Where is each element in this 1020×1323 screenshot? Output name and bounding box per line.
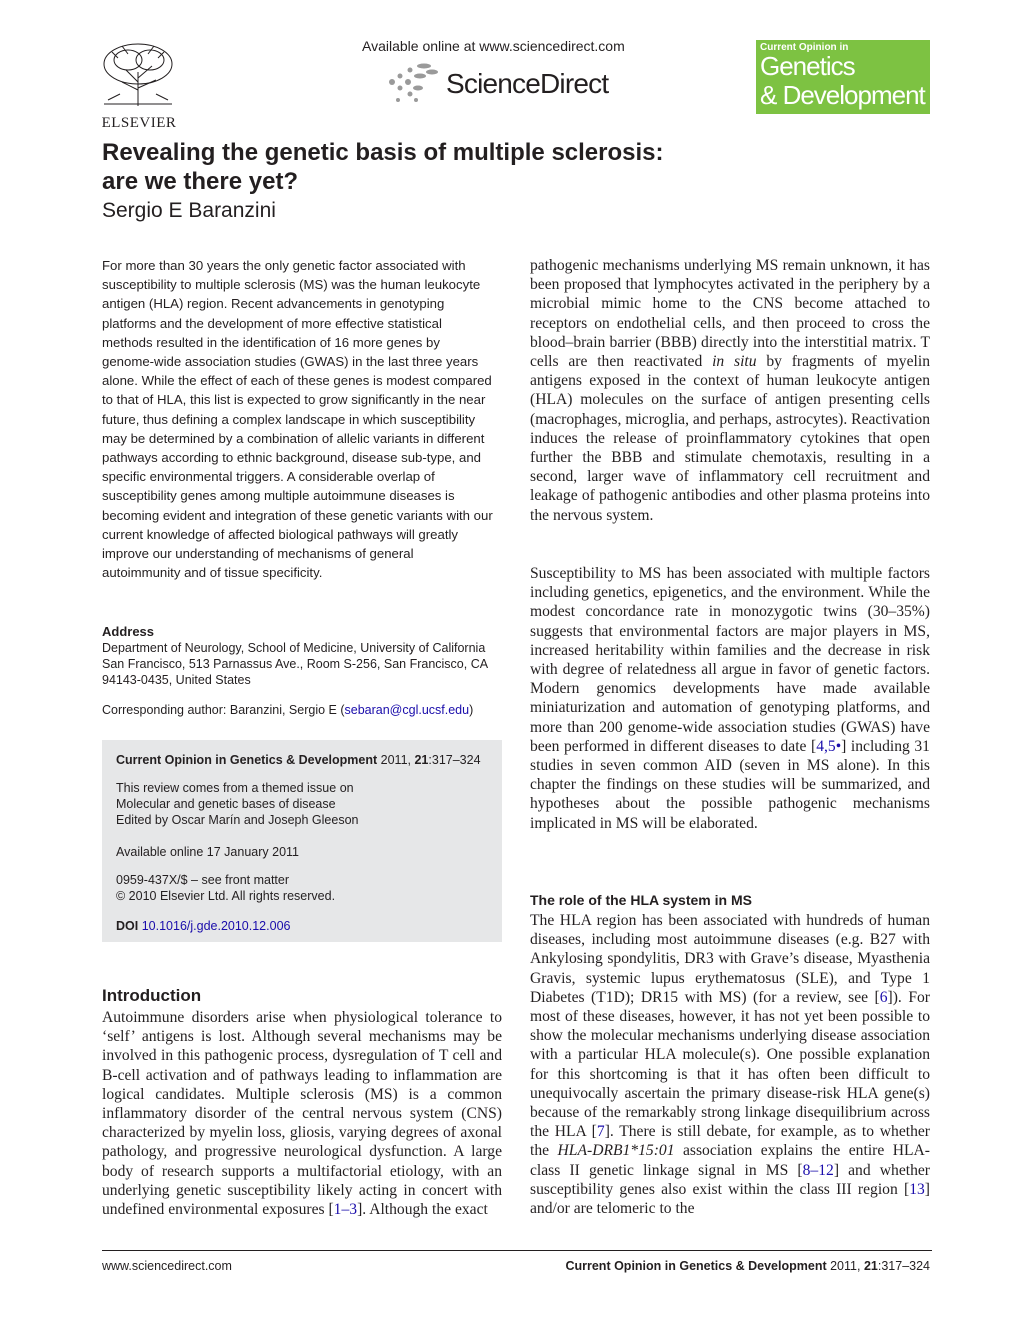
article-info-box: [102, 740, 502, 942]
section-heading-hla: The role of the HLA system in MS: [530, 892, 752, 908]
citation-line: [116, 752, 481, 768]
abstract: [102, 256, 494, 582]
footer-website[interactable]: www.sciencedirect.com: [102, 1259, 232, 1273]
sciencedirect-logo[interactable]: [384, 60, 624, 104]
elsevier-tree-icon: [98, 42, 178, 108]
body-text: ] including 31 studies in seven common AID (seven in MS alone). In this chapter the findings on these studies will be summarized, and hypotheses about the possible pathogenic mechanisms implicated in MS will be elaborated.: [530, 737, 930, 832]
footer-citation: [565, 1259, 930, 1273]
body-text: by fragments of myelin antigens exposed in the context of human leukocyte antigen (HLA) molecules on the surface of antigen presenting cells (macrophages, microglia, and perhaps, astrocytes). Reactivation induces the release of proinflammatory cytokines that open further the BBB and stimulate chemotaxis, resulting in a second, larger wave of inflammatory cell recruitment and leakage of pathogenic antibodies and other plasma proteins into the nervous system.: [530, 353, 930, 524]
citation-journal: Current Opinion in Genetics & Development: [116, 753, 378, 767]
body-text: Susceptibility to MS has been associated with multiple factors including genetics, epigenetics, and the environment. While the modest concordance rate in monozygotic twins (30–35%) suggests that environmental factors are major players in MS, increased heritability within families and the decrease in risk with degree of relatedness all argue in favor of genetic factors. Modern genomics developments have made available miniaturization and automation of genotyping platforms, and more than 200 genome-wide association studies (GWAS) have been performed in different diseases to date [: [530, 565, 930, 755]
body-paragraph-1: [530, 256, 930, 525]
journal-badge-line2: Genetics: [760, 51, 855, 81]
reference-link[interactable]: 7: [596, 1123, 605, 1141]
corresponding-prefix: Corresponding author: Baranzini, Sergio E (: [102, 703, 345, 717]
title-line-1: Revealing the genetic basis of multiple sclerosis:: [102, 139, 664, 166]
abstract-text: For more than 30 years the only genetic factor associated with susceptibility to multiple sclerosis (MS) was the human leukocyte antigen (HLA) region. Recent advancements in genotyping platforms and the development of more effective statistical methods resulted in the identification of 16 more genes by genome-wide association studies (GWAS) in the last three years alone. While the effect of each of these genes is modest compared to that of HLA, this list is expected to grow significantly in the near future, thus defining a complex landscape in which susceptibility may be determined by a combination of allelic variants in different pathways according to ethnic background, disease sub-type, and specific environmental triggers. A considerable overlap of susceptibility genes among multiple autoimmune diseases is becoming evident and integration of these genetic variants with our current knowledge of affected biological pathways will greatly improve our understanding of mechanisms of general autoimmunity and of tissue specificity.: [102, 258, 493, 581]
publisher-name: ELSEVIER: [101, 115, 177, 131]
corresponding-author: [102, 703, 473, 717]
title-line-2: are we there yet?: [102, 168, 299, 195]
doi-line: [116, 918, 290, 934]
address: [102, 640, 502, 688]
available-date: Available online 17 January 2011: [116, 845, 300, 859]
article-title: [102, 138, 802, 196]
footer-year: 2011,: [830, 1259, 861, 1273]
address-line: Department of Neurology, School of Medicine, University of California: [102, 641, 486, 655]
intro-text: Autoimmune disorders arise when physiological tolerance to ‘self’ antigens is lost. Although several mechanisms may be involved in this pathogenic process, dysregulation of T cell and B-cell activation and of pathways leading to inflammation are logical candidates. Multiple sclerosis (MS) is a common inflammatory disorder of the central nervous system (CNS) characterized by myelin loss, gliosis, varying degrees of axonal pathology, and progressive neurological dysfunction. A large body of research supports a multifactorial etiology, with an underlying genetic susceptibility likely acting in concert with undefined environmental exposures [: [102, 1009, 502, 1219]
address-line: 94143-0435, United States: [102, 673, 251, 687]
editors: Edited by Oscar Marín and Joseph Gleeson: [116, 813, 359, 827]
body-paragraph-3: [530, 911, 930, 1218]
reference-link[interactable]: 1–3: [333, 1201, 358, 1219]
introduction-paragraph: [102, 1008, 502, 1219]
citation-volume: 21: [414, 753, 429, 767]
footer-rule: [102, 1250, 932, 1251]
reference-link[interactable]: 6: [879, 988, 888, 1006]
journal-badge-line3: & Development: [760, 80, 925, 110]
sciencedirect-wordmark: ScienceDirect: [446, 68, 609, 99]
reference-link[interactable]: 8–12: [802, 1161, 834, 1179]
citation-pages: :317–324: [428, 753, 481, 767]
footer-pages: :317–324: [877, 1259, 930, 1273]
body-italic: HLA-DRB1*15:01: [557, 1142, 675, 1160]
elsevier-logo: [98, 42, 180, 130]
email-link[interactable]: sebaran@cgl.ucsf.edu: [344, 703, 470, 717]
body-italic: in situ: [712, 353, 757, 371]
body-text: ] and whether susceptibility genes also exist within the class III region [: [530, 1161, 930, 1198]
journal-badge-line1: Current Opinion in: [760, 42, 849, 53]
reference-link[interactable]: 13: [909, 1180, 925, 1198]
body-text: ]). For most of these diseases, however, it has not yet been possible to show the molecular mechanisms underlying disease association with a particular HLA molecule(s). One possible explanation for this shortcoming is that it has often been difficult to unequivocally ascertain the primary disease-risk HLA gene(s) because of the remarkably strong linkage disequilibrium across the HLA [: [530, 988, 930, 1141]
issn: 0959-437X/$ – see front matter: [116, 873, 290, 887]
citation-year: 2011,: [380, 753, 411, 767]
body-text: The HLA region has been associated with hundreds of human diseases, including most autoimmune diseases (e.g. B27 with Ankylosing spondylitis, DR3 with Grave’s disease, Myasthenia Gravis, systemic lupus erythematosus (SLE), and Type 1 Diabetes (T1D); DR15 with MS) (for a review, see [: [530, 912, 930, 1006]
body-text: ]. There is still debate, for example, as to whether the: [530, 1123, 930, 1160]
availability-notice[interactable]: Available online at www.sciencedirect.com: [362, 38, 625, 54]
doi-link[interactable]: 10.1016/j.gde.2010.12.006: [141, 919, 291, 933]
body-text: pathogenic mechanisms underlying MS remain unknown, it has been proposed that lymphocytes activated in the periphery by a microbial mimic home to the CNS become attached to receptors on endothelial cells, and then proceed to cross the blood–brain barrier (BBB) directly into the interstitial matrix. T cells are then reactivated: [530, 257, 930, 371]
sciencedirect-dots-icon: [384, 60, 444, 104]
body-paragraph-2: [530, 564, 930, 833]
section-heading-introduction: Introduction: [102, 986, 202, 1005]
corresponding-suffix: ): [469, 703, 474, 717]
reference-link[interactable]: 4,5•: [816, 737, 842, 755]
body-text: association explains the entire HLA-class II genetic linkage signal in MS [: [530, 1142, 930, 1179]
article-author: Sergio E Baranzini: [102, 199, 276, 222]
doi-label: DOI: [116, 919, 139, 933]
address-label: Address: [102, 624, 155, 639]
theme-line: This review comes from a themed issue on: [116, 781, 354, 795]
body-text: ] and/or are telomeric to the: [530, 1180, 930, 1218]
footer-journal: Current Opinion in Genetics & Development: [565, 1259, 827, 1273]
address-line: San Francisco, 513 Parnassus Ave., Room S-256, San Francisco, CA: [102, 657, 489, 671]
journal-badge[interactable]: [756, 40, 930, 114]
copyright: © 2010 Elsevier Ltd. All rights reserved.: [116, 889, 336, 903]
footer-volume: 21: [863, 1259, 878, 1273]
intro-text: ]. Although the exact: [357, 1201, 488, 1219]
theme-name: Molecular and genetic bases of disease: [116, 797, 336, 811]
